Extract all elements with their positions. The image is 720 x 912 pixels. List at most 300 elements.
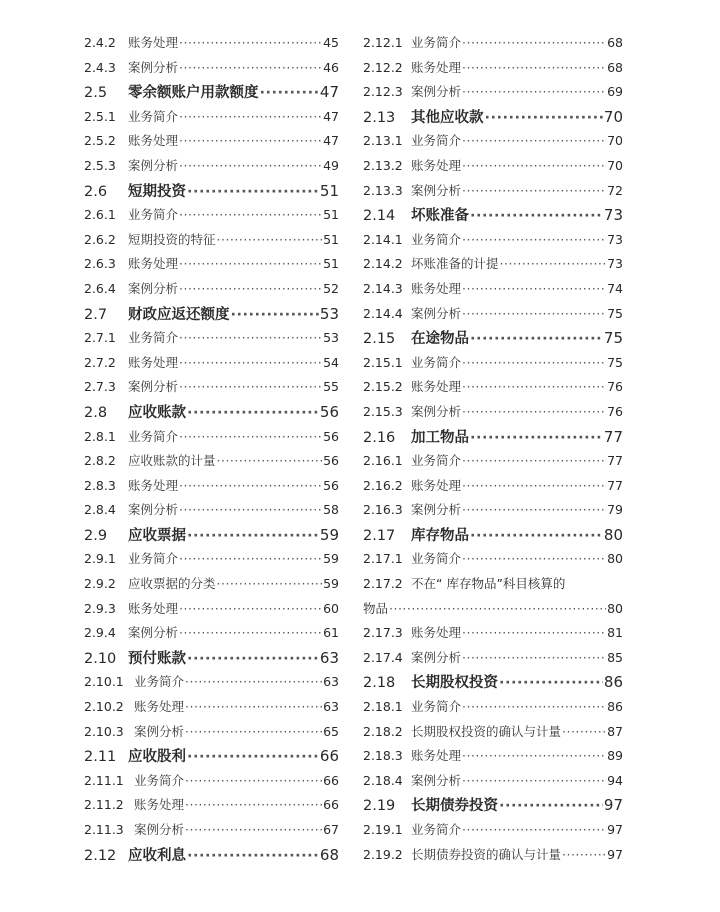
- toc-entry: [84, 154, 339, 179]
- toc-entry-number: 2.6.2: [84, 231, 116, 247]
- toc-page-number: 76: [607, 403, 623, 419]
- toc-entry-number: 2.7.1: [84, 330, 116, 346]
- toc-entry-number: 2.13: [363, 109, 396, 126]
- toc-entry-number: 2.13.2: [363, 157, 403, 173]
- toc-leader-dots: [187, 647, 319, 672]
- toc-entry-title: 长期债券投资的确认与计量: [411, 846, 562, 862]
- toc-entry: [363, 80, 623, 105]
- toc-page-number: 51: [323, 256, 339, 272]
- toc-page-number: 79: [607, 502, 623, 518]
- toc-entry-number: 2.12.2: [363, 59, 403, 75]
- toc-page-number: 53: [319, 304, 339, 323]
- toc-entry: [363, 179, 623, 204]
- toc-entry: [84, 793, 339, 818]
- toc-entry-title: 业务简介: [411, 231, 462, 247]
- toc-entry: [363, 695, 623, 720]
- toc-entry-title: 账务处理: [128, 256, 179, 272]
- toc-entry: [84, 695, 339, 720]
- toc-entry: [84, 129, 339, 154]
- toc-page-number: 46: [323, 59, 339, 75]
- toc-entry-title: 应收利息: [128, 847, 186, 864]
- toc-entry-number: 2.17.2: [363, 576, 403, 592]
- toc-page-number: 47: [323, 108, 339, 124]
- toc-entry-number: 2.13.3: [363, 182, 403, 198]
- toc-section-heading: [363, 105, 623, 130]
- toc-section-heading: [84, 400, 339, 425]
- toc-leader-dots: [179, 31, 322, 56]
- toc-entry-number: 2.5.2: [84, 133, 116, 149]
- toc-section-heading: [363, 203, 623, 228]
- toc-leader-dots: [462, 56, 606, 81]
- toc-entry-number: 2.17.4: [363, 649, 403, 665]
- toc-page-number: 70: [607, 133, 623, 149]
- toc-entry-number: 2.16: [363, 429, 396, 446]
- toc-leader-dots: [187, 180, 319, 205]
- toc-leader-dots: [462, 302, 606, 327]
- toc-section-heading: [84, 523, 339, 548]
- toc-page-number: 51: [323, 231, 339, 247]
- toc-page-number: 76: [607, 379, 623, 395]
- toc-entry-number: 2.11.1: [84, 772, 124, 788]
- toc-entry-number: 2.16.1: [363, 453, 403, 469]
- toc-entry: [84, 105, 339, 130]
- toc-entry: [363, 31, 623, 56]
- toc-leader-dots: [562, 720, 606, 745]
- toc-page-number: 81: [607, 625, 623, 641]
- toc-entry: [363, 252, 623, 277]
- toc-entry: [84, 621, 339, 646]
- toc-leader-dots: [462, 277, 606, 302]
- toc-entry-title: 案例分析: [411, 182, 462, 198]
- toc-entry-number: 2.15.2: [363, 379, 403, 395]
- toc-leader-dots: [179, 277, 322, 302]
- toc-entry: [363, 302, 623, 327]
- toc-leader-dots: [179, 597, 322, 622]
- toc-leader-dots: [179, 474, 322, 499]
- toc-entry-number: 2.8.4: [84, 502, 116, 518]
- toc-entry-number: 2.18.2: [363, 723, 403, 739]
- toc-entry-title: 应收账款: [128, 404, 186, 421]
- toc-leader-dots: [187, 401, 319, 426]
- toc-entry-title: 业务简介: [411, 453, 462, 469]
- toc-entry-number: 2.10.1: [84, 674, 124, 690]
- toc-page-number: 66: [319, 747, 339, 766]
- toc-entry-number: 2.11.2: [84, 797, 124, 813]
- toc-page-number: 72: [607, 182, 623, 198]
- toc-leader-dots: [470, 204, 603, 229]
- toc-entry-title: 业务简介: [411, 133, 462, 149]
- toc-entry-title: 账务处理: [411, 59, 462, 75]
- toc-entry: [84, 351, 339, 376]
- toc-entry-number: 2.4.2: [84, 35, 116, 50]
- toc-leader-dots: [562, 843, 606, 868]
- toc-page-number: 56: [323, 477, 339, 493]
- toc-entry-number: 2.6.1: [84, 207, 116, 223]
- toc-entry-title: 账务处理: [134, 797, 185, 813]
- toc-entry: [84, 547, 339, 572]
- toc-entry-title: 坏账准备的计提: [411, 256, 499, 272]
- toc-entry: [84, 326, 339, 351]
- toc-page-number: 73: [607, 231, 623, 247]
- toc-entry-title: 账务处理: [128, 477, 179, 493]
- toc-leader-dots: [470, 327, 603, 352]
- toc-entry: [363, 375, 623, 400]
- toc-page-number: 77: [607, 477, 623, 493]
- toc-entry-title: 业务简介: [128, 108, 179, 124]
- toc-entry-title: 预付账款: [128, 650, 186, 667]
- toc-page-number: 97: [607, 846, 623, 862]
- toc-leader-dots: [462, 695, 606, 720]
- toc-entry-number: 2.14: [363, 208, 396, 225]
- toc-page-number: 55: [323, 379, 339, 395]
- toc-leader-dots: [462, 375, 606, 400]
- toc-leader-dots: [470, 524, 603, 549]
- toc-page-number: 63: [323, 674, 339, 690]
- toc-leader-dots: [462, 646, 606, 671]
- toc-entry: [84, 277, 339, 302]
- toc-entry-title: 案例分析: [411, 84, 462, 100]
- toc-entry-title: 业务简介: [134, 674, 185, 690]
- toc-leader-dots: [185, 818, 322, 843]
- toc-entry: [363, 597, 623, 622]
- toc-page-number: 45: [323, 35, 339, 50]
- toc-entry-number: 2.13.1: [363, 133, 403, 149]
- toc-leader-dots: [462, 154, 606, 179]
- toc-entry-number: 2.5.1: [84, 108, 116, 124]
- toc-leader-dots: [187, 844, 319, 869]
- toc-leader-dots: [185, 793, 322, 818]
- toc-page-number: 49: [323, 157, 339, 173]
- toc-leader-dots: [231, 303, 319, 328]
- toc-entry: [363, 572, 623, 597]
- toc-entry-title: 长期债券投资: [411, 798, 498, 815]
- toc-entry-number: 2.9.1: [84, 551, 116, 567]
- toc-entry-number: 2.16.2: [363, 477, 403, 493]
- toc-entry: [363, 621, 623, 646]
- toc-entry-number: 2.16.3: [363, 502, 403, 518]
- toc-entry-title: 账务处理: [134, 699, 185, 715]
- toc-leader-dots: [499, 671, 603, 696]
- toc-entry-number: 2.12.1: [363, 35, 403, 50]
- toc-entry-number: 2.6: [84, 183, 108, 200]
- toc-leader-dots: [462, 818, 606, 843]
- toc-left-column: [84, 31, 339, 867]
- toc-page-number: 70: [607, 157, 623, 173]
- toc-entry-title: 案例分析: [128, 157, 179, 173]
- toc-entry-number: 2.19.1: [363, 822, 403, 837]
- toc-entry: [363, 818, 623, 843]
- toc-page-number: 80: [603, 525, 623, 544]
- toc-entry-number: 2.17.3: [363, 625, 403, 641]
- toc-entry-title: 库存物品: [411, 527, 469, 544]
- toc-leader-dots: [179, 351, 322, 376]
- toc-section-heading: [84, 179, 339, 204]
- toc-page-number: 56: [323, 453, 339, 469]
- toc-page-number: 87: [607, 723, 623, 739]
- toc-page-number: 97: [607, 822, 623, 837]
- toc-page-number: 68: [607, 59, 623, 75]
- toc-entry: [84, 375, 339, 400]
- toc-page-number: 77: [603, 427, 623, 446]
- toc-entry-number: 2.9.3: [84, 600, 116, 616]
- toc-entry-number: 2.18.4: [363, 772, 403, 788]
- toc-section-heading: [84, 646, 339, 671]
- toc-leader-dots: [179, 326, 322, 351]
- toc-entry-number: 2.17: [363, 527, 396, 544]
- toc-entry-number: 2.14.2: [363, 256, 403, 272]
- toc-entry: [363, 547, 623, 572]
- toc-entry-title: 应收账款的计量: [128, 453, 216, 469]
- toc-entry-title: 业务简介: [411, 699, 462, 715]
- toc-page-number: 63: [323, 699, 339, 715]
- toc-entry-number: 2.19.2: [363, 846, 403, 862]
- toc-entry-title: 业务简介: [128, 428, 179, 444]
- toc-page-number: 73: [603, 206, 623, 225]
- toc-entry-title: 案例分析: [128, 625, 179, 641]
- toc-entry-title: 案例分析: [134, 822, 185, 837]
- toc-entry-number: 2.15: [363, 331, 396, 348]
- toc-page-number: 74: [607, 280, 623, 296]
- toc-section-heading: [363, 425, 623, 450]
- toc-page-number: 54: [323, 354, 339, 370]
- toc-section-heading: [84, 843, 339, 868]
- toc-entry-number: 2.8.3: [84, 477, 116, 493]
- toc-entry-title: 在途物品: [411, 331, 469, 348]
- toc-leader-dots: [462, 80, 606, 105]
- toc-entry-title: 业务简介: [128, 330, 179, 346]
- toc-entry-title: 账务处理: [128, 133, 179, 149]
- toc-entry-title: 加工物品: [411, 429, 469, 446]
- toc-section-heading: [84, 80, 339, 105]
- toc-entry-number: 2.8.2: [84, 453, 116, 469]
- toc-entry: [363, 449, 623, 474]
- toc-entry: [84, 203, 339, 228]
- toc-entry-number: 2.18.1: [363, 699, 403, 715]
- toc-leader-dots: [185, 670, 322, 695]
- toc-page-number: 67: [323, 822, 339, 837]
- toc-entry-number: 2.18: [363, 675, 396, 692]
- toc-entry-title: 业务简介: [411, 354, 462, 370]
- toc-entry-number: 2.7: [84, 306, 108, 323]
- toc-leader-dots: [179, 621, 322, 646]
- toc-entry: [363, 843, 623, 868]
- toc-entry-number: 2.14.4: [363, 305, 403, 321]
- toc-entry-title: 案例分析: [128, 502, 179, 518]
- toc-leader-dots: [187, 745, 319, 770]
- toc-page-number: 65: [323, 723, 339, 739]
- toc-entry-title: 业务简介: [128, 207, 179, 223]
- toc-leader-dots: [462, 547, 606, 572]
- toc-leader-dots: [462, 351, 606, 376]
- toc-entry-title: 账务处理: [411, 625, 462, 641]
- toc-entry: [84, 670, 339, 695]
- toc-page-number: 51: [319, 181, 339, 200]
- toc-entry-number: 2.10: [84, 650, 117, 667]
- toc-leader-dots: [179, 154, 322, 179]
- toc-entry-title: 账务处理: [411, 477, 462, 493]
- toc-section-heading: [363, 326, 623, 351]
- toc-entry: [84, 818, 339, 843]
- toc-leader-dots: [179, 425, 322, 450]
- toc-entry-title: 应收股利: [128, 749, 186, 766]
- toc-entry: [84, 474, 339, 499]
- toc-entry-title: 应收票据: [128, 527, 186, 544]
- toc-entry: [84, 769, 339, 794]
- toc-leader-dots: [499, 794, 603, 819]
- toc-leader-dots: [217, 228, 323, 253]
- toc-entry-number: 2.4.3: [84, 59, 116, 75]
- toc-leader-dots: [462, 498, 606, 523]
- toc-entry: [363, 351, 623, 376]
- toc-entry: [363, 498, 623, 523]
- toc-entry-number: 2.9.2: [84, 576, 116, 592]
- toc-entry: [84, 252, 339, 277]
- toc-entry-number: 2.7.3: [84, 379, 116, 395]
- toc-entry-title: 业务简介: [411, 822, 462, 837]
- toc-entry-title: 账务处理: [128, 354, 179, 370]
- toc-entry: [363, 129, 623, 154]
- toc-page-number: 70: [603, 107, 623, 126]
- toc-entry-title: 案例分析: [411, 649, 462, 665]
- toc-entry-title: 业务简介: [134, 772, 185, 788]
- toc-page-number: 94: [607, 772, 623, 788]
- toc-entry-number: 2.14.3: [363, 280, 403, 296]
- toc-page-number: 75: [607, 305, 623, 321]
- toc-page-number: 59: [323, 551, 339, 567]
- toc-page-number: 85: [607, 649, 623, 665]
- toc-leader-dots: [462, 179, 606, 204]
- toc-leader-dots: [485, 106, 603, 131]
- toc-leader-dots: [462, 744, 606, 769]
- toc-leader-dots: [179, 252, 322, 277]
- toc-entry-title: 案例分析: [411, 403, 462, 419]
- toc-page-number: 60: [323, 600, 339, 616]
- toc-section-heading: [84, 302, 339, 327]
- toc-leader-dots: [217, 572, 323, 597]
- toc-entry-title: 长期股权投资: [411, 675, 498, 692]
- toc-leader-dots: [185, 720, 322, 745]
- toc-page-number: 59: [319, 525, 339, 544]
- toc-entry: [363, 646, 623, 671]
- toc-entry: [84, 597, 339, 622]
- toc-entry-title: 案例分析: [128, 280, 179, 296]
- toc-page-number: 68: [607, 35, 623, 50]
- toc-entry-number: 2.19: [363, 798, 396, 815]
- toc-page-number: 63: [319, 648, 339, 667]
- toc-page-number: 77: [607, 453, 623, 469]
- toc-entry: [363, 400, 623, 425]
- toc-entry-title: 短期投资: [128, 183, 186, 200]
- toc-leader-dots: [179, 547, 322, 572]
- toc-leader-dots: [470, 426, 603, 451]
- toc-leader-dots: [462, 31, 606, 56]
- toc-page-number: 86: [603, 673, 623, 692]
- toc-leader-dots: [462, 449, 606, 474]
- toc-page-number: 52: [323, 280, 339, 296]
- toc-leader-dots: [179, 375, 322, 400]
- toc-entry: [84, 498, 339, 523]
- toc-leader-dots: [179, 498, 322, 523]
- toc-entry-number: 2.9.4: [84, 625, 116, 641]
- toc-entry-number: 2.8: [84, 404, 108, 421]
- toc-section-heading: [363, 523, 623, 548]
- toc-entry: [84, 56, 339, 81]
- toc-entry: [363, 56, 623, 81]
- toc-entry-title: 其他应收款: [411, 109, 484, 126]
- toc-page-number: 53: [323, 330, 339, 346]
- toc-entry-title: 业务简介: [128, 551, 179, 567]
- toc-entry-title: 应收票据的分类: [128, 576, 216, 592]
- toc-page-number: 56: [319, 402, 339, 421]
- toc-page-number: 69: [607, 84, 623, 100]
- toc-entry: [84, 31, 339, 56]
- toc-leader-dots: [185, 695, 322, 720]
- toc-entry-number: 2.14.1: [363, 231, 403, 247]
- toc-page-number: 75: [603, 329, 623, 348]
- toc-entry: [84, 425, 339, 450]
- toc-entry-title: 账务处理: [411, 748, 462, 764]
- toc-leader-dots: [179, 203, 322, 228]
- toc-page-number: 73: [607, 256, 623, 272]
- toc-page-number: 47: [319, 83, 339, 102]
- toc-page-number: 66: [323, 772, 339, 788]
- toc-leader-dots: [500, 252, 607, 277]
- toc-page-number: 59: [323, 576, 339, 592]
- toc-leader-dots: [462, 474, 606, 499]
- toc-entry-number: 2.5.3: [84, 157, 116, 173]
- toc-leader-dots: [185, 769, 322, 794]
- toc-entry-number: 2.15.1: [363, 354, 403, 370]
- toc-entry-number: 2.6.4: [84, 280, 116, 296]
- toc-entry-title: 物品: [363, 600, 389, 616]
- toc-page-number: 89: [607, 748, 623, 764]
- toc-entry: [84, 720, 339, 745]
- toc-entry-number: 2.5: [84, 85, 108, 102]
- toc-entry-title: 不在“ 库存物品”科目核算的: [411, 576, 566, 592]
- toc-entry-number: 2.6.3: [84, 256, 116, 272]
- toc-entry-title: 账务处理: [128, 600, 179, 616]
- toc-leader-dots: [462, 228, 606, 253]
- toc-entry-number: 2.11: [84, 749, 117, 766]
- toc-entry-title: 长期股权投资的确认与计量: [411, 723, 562, 739]
- toc-entry-title: 案例分析: [128, 379, 179, 395]
- toc-entry-number: 2.12.3: [363, 84, 403, 100]
- toc-page-number: 86: [607, 699, 623, 715]
- toc-leader-dots: [389, 597, 606, 622]
- toc-leader-dots: [187, 524, 319, 549]
- toc-leader-dots: [179, 129, 322, 154]
- toc-entry: [363, 154, 623, 179]
- toc-section-heading: [363, 670, 623, 695]
- toc-entry: [363, 277, 623, 302]
- toc-entry: [363, 769, 623, 794]
- toc-entry-title: 账务处理: [411, 379, 462, 395]
- toc-entry-title: 账务处理: [411, 157, 462, 173]
- toc-entry-title: 坏账准备: [411, 208, 469, 225]
- toc-page-number: 75: [607, 354, 623, 370]
- toc-leader-dots: [462, 621, 606, 646]
- toc-entry-number: 2.9: [84, 527, 108, 544]
- toc-page-number: 51: [323, 207, 339, 223]
- toc-leader-dots: [260, 81, 319, 106]
- toc-entry-number: 2.10.3: [84, 723, 124, 739]
- toc-entry-title: 案例分析: [134, 723, 185, 739]
- toc-entry: [84, 449, 339, 474]
- toc-page-number: 66: [323, 797, 339, 813]
- toc-entry-number: 2.7.2: [84, 354, 116, 370]
- toc-leader-dots: [179, 56, 322, 81]
- toc-leader-dots: [217, 449, 323, 474]
